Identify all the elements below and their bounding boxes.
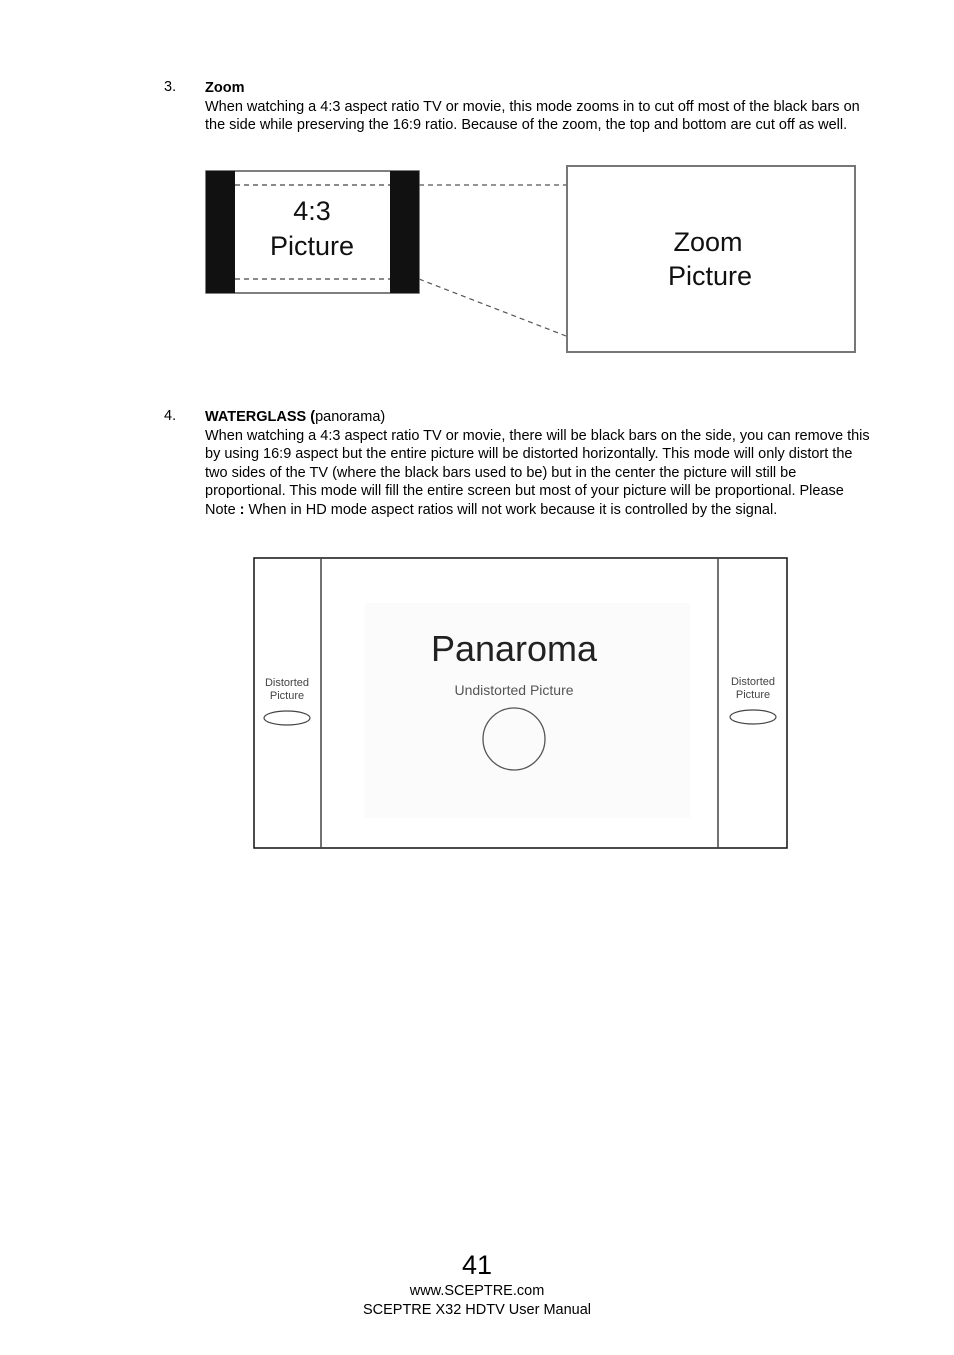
panorama-title: Panaroma [430, 628, 598, 669]
body-part-1: When watching a 4:3 aspect ratio TV or movie, there will be black bars on the side, you can remove this by using 16:9 aspect but the entire picture will be distorted horizontally. This mode will only distort the two sides of the TV (where the black bars used to be) but in the center the picture will still be proportional. This mode will fill the entire screen but most of your picture will be proportional. Please Note [205, 427, 870, 518]
page-number: 41 [461, 1250, 493, 1280]
left-label-line1: 4:3 [293, 196, 331, 226]
left-side-label-line1: Distorted [264, 677, 310, 689]
footer-website: www.SCEPTRE.com [409, 1283, 545, 1299]
zoom-screen [567, 166, 855, 352]
connector-bottom [419, 279, 566, 336]
black-bar-left [206, 171, 235, 293]
right-side-label-line1: Distorted [730, 676, 776, 688]
section-number: 3. [164, 79, 177, 95]
section-body: When watching a 4:3 aspect ratio TV or movie, this mode zooms in to cut off most of the black bars on the side while preserving the 16:9 ratio. Because of the zoom, the top and bottom are cut off as well. [205, 98, 860, 133]
section-title: WATERGLASS ( [205, 409, 316, 425]
footer-manual-title: SCEPTRE X32 HDTV User Manual [362, 1302, 592, 1318]
note-colon: : [239, 501, 245, 518]
section-title-row [205, 408, 875, 427]
section-waterglass [205, 408, 875, 519]
right-label-line1: Zoom [673, 227, 743, 257]
body-part-2: When in HD mode aspect ratios will not work because it is controlled by the signal. [244, 501, 778, 518]
section-number: 4. [164, 408, 177, 424]
section-title-rest: panorama) [315, 409, 386, 425]
section-zoom [205, 79, 875, 135]
zoom-diagram [200, 160, 865, 365]
right-label-line2: Picture [667, 261, 753, 291]
left-label-line2: Picture [269, 231, 355, 261]
left-side-label-line2: Picture [269, 690, 305, 702]
section-title: Zoom [205, 80, 245, 96]
panorama-subtitle: Undistorted Picture [454, 682, 574, 698]
right-side-label-line2: Picture [735, 689, 771, 701]
panorama-diagram [253, 557, 789, 855]
section-body [205, 427, 875, 520]
black-bar-right [390, 171, 419, 293]
